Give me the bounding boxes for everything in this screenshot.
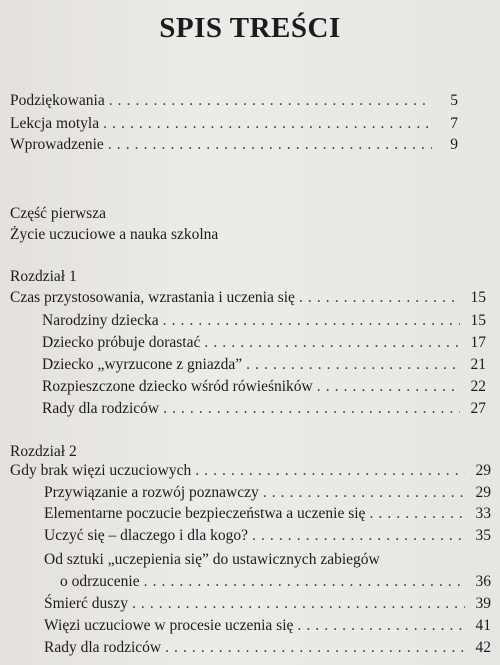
page-number: 41	[475, 617, 491, 634]
toc-entry-introduction	[10, 136, 458, 154]
leader-dots	[165, 639, 465, 657]
page-number: 29	[475, 462, 491, 479]
toc-entry-line2	[60, 573, 491, 591]
leader-dots	[195, 462, 465, 480]
leader-dots	[109, 92, 432, 110]
page-number: 39	[475, 595, 491, 612]
toc-entry	[42, 400, 486, 418]
toc-entry	[42, 356, 486, 374]
page-number: 21	[470, 356, 486, 373]
chapter-2-title	[10, 462, 491, 480]
entry-label: Śmierć duszy	[44, 595, 128, 612]
leader-dots	[144, 573, 465, 591]
toc-entry	[42, 312, 486, 330]
page-number: 27	[470, 400, 486, 417]
page-number: 22	[470, 378, 486, 395]
page-number: 7	[450, 115, 458, 132]
leader-dots	[263, 484, 465, 502]
chapter-2-heading: Rozdział 2	[10, 443, 77, 460]
leader-dots	[132, 595, 465, 613]
page-number: 5	[450, 92, 458, 109]
leader-dots	[317, 378, 460, 396]
entry-label: Więzi uczuciowe w procesie uczenia się	[44, 617, 294, 634]
entry-label: Dziecko próbuje dorastać	[42, 334, 201, 351]
entry-label: Rady dla rodziców	[44, 639, 162, 656]
page-number: 9	[450, 136, 458, 153]
leader-dots	[252, 527, 465, 545]
chapter-1-heading: Rozdział 1	[10, 268, 77, 285]
entry-label: o odrzucenie	[60, 573, 140, 590]
entry-label: Uczyć się – dlaczego i dla kogo?	[44, 527, 248, 544]
part-heading: Część pierwsza	[10, 205, 106, 222]
entry-label: Czas przystosowania, wzrastania i uczenia się	[10, 289, 295, 306]
leader-dots	[163, 312, 460, 330]
page-number: 15	[470, 289, 486, 306]
page-number: 17	[470, 334, 486, 351]
entry-label: Wprowadzenie	[10, 136, 104, 153]
leader-dots	[204, 334, 460, 352]
entry-label: Dziecko „wyrzucone z gniazda”	[42, 356, 243, 373]
toc-entry	[44, 505, 491, 523]
toc-entry	[44, 484, 491, 502]
entry-label: Rady dla rodziców	[42, 400, 160, 417]
toc-entry-acknowledgements	[10, 92, 458, 110]
leader-dots	[108, 136, 432, 154]
leader-dots	[297, 617, 465, 635]
toc-entry	[44, 527, 491, 545]
leader-dots	[163, 400, 460, 418]
entry-label: Gdy brak więzi uczuciowych	[10, 462, 192, 479]
leader-dots	[299, 289, 460, 307]
page-number: 42	[475, 639, 491, 656]
entry-label: Lekcja motyla	[10, 115, 100, 132]
chapter-1-title	[10, 289, 486, 307]
toc-entry-butterfly	[10, 115, 458, 133]
page-title: SPIS TREŚCI	[159, 12, 341, 44]
page-number: 35	[475, 527, 491, 544]
leader-dots	[246, 356, 460, 374]
toc-entry	[44, 639, 491, 657]
toc-entry-line1: Od sztuki „uczepienia się” do ustawicznych zabiegów	[44, 551, 380, 568]
page-number: 15	[470, 312, 486, 329]
page-number: 36	[475, 573, 491, 590]
entry-label: Przywiązanie a rozwój poznawczy	[44, 484, 259, 501]
toc-entry	[42, 378, 486, 396]
entry-label: Elementarne poczucie bezpieczeństwa a uczenie się	[44, 505, 366, 522]
entry-label: Rozpieszczone dziecko wśród rówieśników	[42, 378, 313, 395]
toc-entry	[44, 595, 491, 613]
toc-entry	[44, 617, 491, 635]
entry-label: Podziękowania	[10, 92, 105, 109]
page-number: 33	[475, 505, 491, 522]
entry-label: Narodziny dziecka	[42, 312, 159, 329]
part-subtitle: Życie uczuciowe a nauka szkolna	[10, 226, 219, 243]
leader-dots	[369, 505, 465, 523]
leader-dots	[103, 115, 432, 133]
page-number: 29	[475, 484, 491, 501]
toc-entry	[42, 334, 486, 352]
